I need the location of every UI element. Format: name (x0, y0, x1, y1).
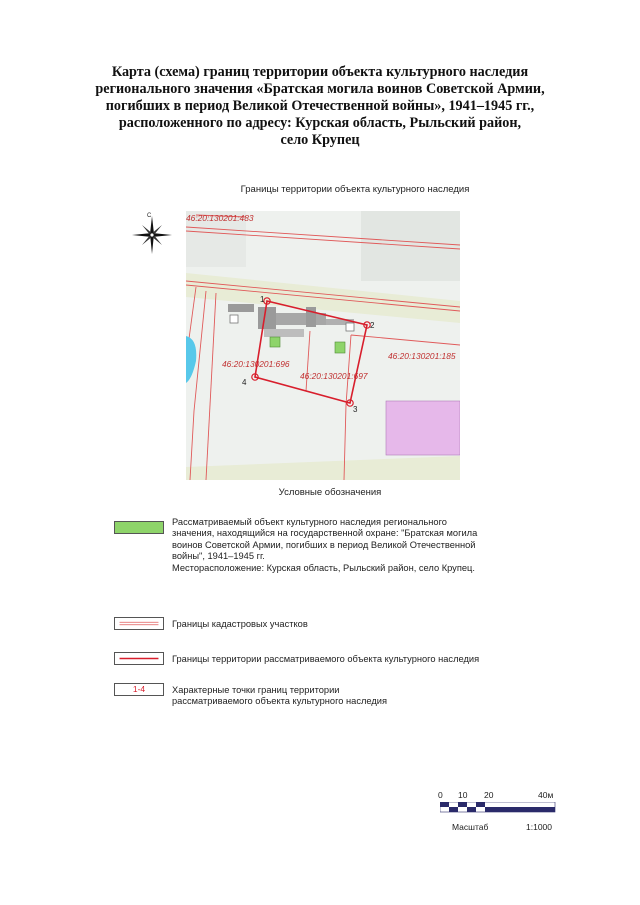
legend-line: воинов Советской Армии, погибших в период Великой Отечественной (172, 539, 476, 550)
title-line: регионального значения «Братская могила воинов Советской Армии, (95, 81, 545, 97)
legend-points-swatch: 1-4 (114, 683, 164, 696)
scale-ratio: 1:1000 (526, 822, 552, 832)
scale-tick: 0 (438, 790, 443, 800)
legend-object-text (172, 517, 477, 574)
building (386, 401, 460, 455)
compass-letter: С (147, 213, 152, 219)
map-title (60, 64, 580, 149)
scale-tick: 40м (538, 790, 554, 800)
legend-line: Рассматриваемый объект культурного наследия регионального (172, 517, 447, 527)
north-arrow-icon (128, 208, 176, 262)
title-line: Карта (схема) границ территории объекта культурного наследия (111, 64, 529, 80)
scale-graphic (440, 802, 558, 816)
legend-parcel-swatch (114, 617, 164, 630)
point-label: 3 (353, 405, 358, 414)
parcel-number: 46:20:130201:483 (186, 213, 254, 223)
scale-tick: 10 (458, 790, 468, 800)
legend-line: Месторасположение: Курская область, Рыльский район, село Крупец. (172, 562, 475, 573)
scale-tick: 20 (484, 790, 494, 800)
point-label: 2 (370, 321, 375, 330)
legend-object-swatch (114, 521, 164, 534)
legend-points-text (172, 685, 387, 708)
parcel-number: 46:20:130201:696 (222, 359, 290, 369)
legend-caption: Условные обозначения (278, 487, 382, 498)
point-label: 4 (242, 378, 247, 387)
title-line: расположенного по адресу: Курская область, Рыльский район, (118, 115, 522, 131)
scale-label: Масштаб (452, 822, 489, 832)
point-label: 1 (260, 295, 265, 304)
title-line: погибших в период Великой Отечественной войны», 1941–1945 гг., (105, 98, 535, 114)
legend-parcel-text: Границы кадастровых участков (172, 619, 308, 629)
legend-line: значения, находящийся на государственной охране: "Братская могила (172, 528, 478, 539)
title-line: село Крупец (280, 132, 360, 148)
legend-line: войны", 1941–1945 гг. (172, 551, 265, 562)
parcel-number: 46:20:130201:185 (388, 351, 456, 361)
cadastral-map (186, 211, 460, 480)
legend-territory-swatch (114, 652, 164, 665)
scale-bar (438, 790, 568, 838)
legend-line: Характерные точки границ территории (172, 685, 340, 695)
map-caption: Границы территории объекта культурного наследия (240, 184, 470, 195)
legend-territory-text: Границы территории рассматриваемого объекта культурного наследия (172, 654, 480, 664)
legend-line: рассматриваемого объекта культурного наследия (172, 696, 388, 707)
parcel-number: 46:20:130201:697 (300, 371, 368, 381)
